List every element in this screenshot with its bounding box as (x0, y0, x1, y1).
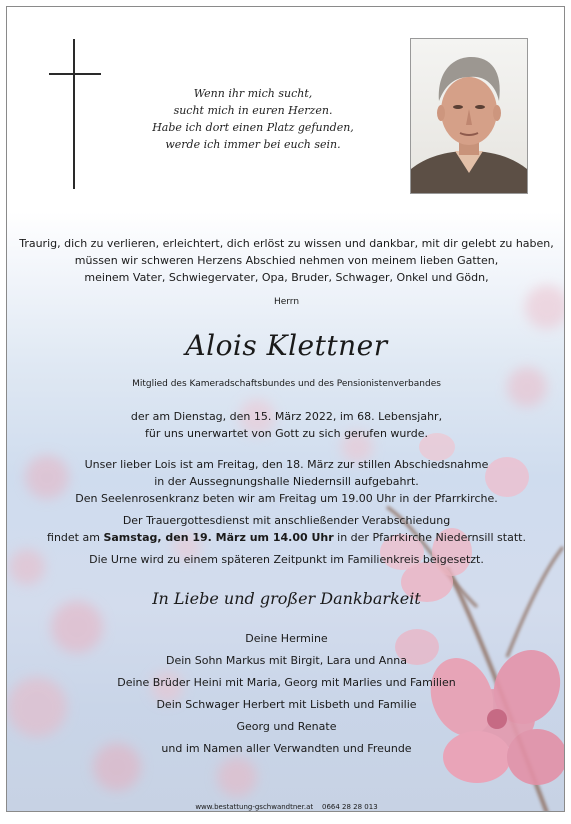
viewing-line: Den Seelenrosenkranz beten wir am Freitag um 19.00 Uhr in der Pfarrkirche. (75, 492, 498, 505)
mourner-line: Dein Schwager Herbert mit Lisbeth und Familie (156, 698, 417, 711)
membership: Mitglied des Kameradschaftsbundes und des Pensionistenverbandes (132, 379, 441, 389)
closing-heading: In Liebe und großer Dankbarkeit (152, 589, 421, 608)
intro-line: Traurig, dich zu verlieren, erleichtert, dich erlöst zu wissen und dankbar, mit dir gelebt zu haben, (19, 237, 554, 250)
poem-line: werde ich immer bei euch sein. (165, 138, 341, 151)
deceased-name: Alois Klettner (185, 329, 388, 362)
poem-line: sucht mich in euren Herzen. (173, 104, 333, 117)
intro-line: meinem Vater, Schwiegervater, Opa, Bruder, Schwager, Onkel und Gödn, (84, 271, 489, 284)
funeral-line: Der Trauergottesdienst mit anschließender Verabschiedung (122, 514, 451, 527)
funeral-date: Samstag, den 19. März um 14.00 Uhr (103, 531, 334, 544)
obituary-card (6, 6, 565, 812)
viewing-line: Unser lieber Lois ist am Freitag, den 18. März zur stillen Abschiedsnahme (84, 458, 489, 471)
cross-icon (73, 39, 75, 189)
funeral-pre: findet am (47, 531, 104, 544)
death-line: der am Dienstag, den 15. März 2022, im 68. Lebensjahr, (130, 410, 443, 423)
intro-line: müssen wir schweren Herzens Abschied nehmen von meinem lieben Gatten, (74, 254, 499, 267)
poem-line: Wenn ihr mich sucht, (193, 87, 313, 100)
mourner-line: Dein Sohn Markus mit Birgit, Lara und Anna (165, 654, 408, 667)
portrait-photo (410, 38, 528, 194)
urn-line: Die Urne wird zu einem späteren Zeitpunkt im Familienkreis beigesetzt. (89, 553, 484, 566)
footer-contact: www.bestattung-gschwandtner.at 0664 28 28 013 (195, 803, 378, 811)
mourner-line: Deine Hermine (245, 632, 328, 645)
funeral-line (7, 531, 565, 544)
poem-line: Habe ich dort einen Platz gefunden, (152, 121, 354, 134)
death-line: für uns unerwartet von Gott zu sich gerufen wurde. (145, 427, 428, 440)
salutation: Herrn (273, 297, 300, 307)
mourner-line: Deine Brüder Heini mit Maria, Georg mit Marlies und Familien (117, 676, 456, 689)
mourner-line: Georg und Renate (236, 720, 337, 733)
funeral-post: in der Pfarrkirche Niedernsill statt. (333, 531, 526, 544)
poem (127, 85, 379, 153)
mourner-line: und im Namen aller Verwandten und Freunde (161, 742, 412, 755)
cross-icon-bar (49, 73, 101, 75)
viewing-line: in der Aussegnungshalle Niedernsill aufgebahrt. (154, 475, 419, 488)
